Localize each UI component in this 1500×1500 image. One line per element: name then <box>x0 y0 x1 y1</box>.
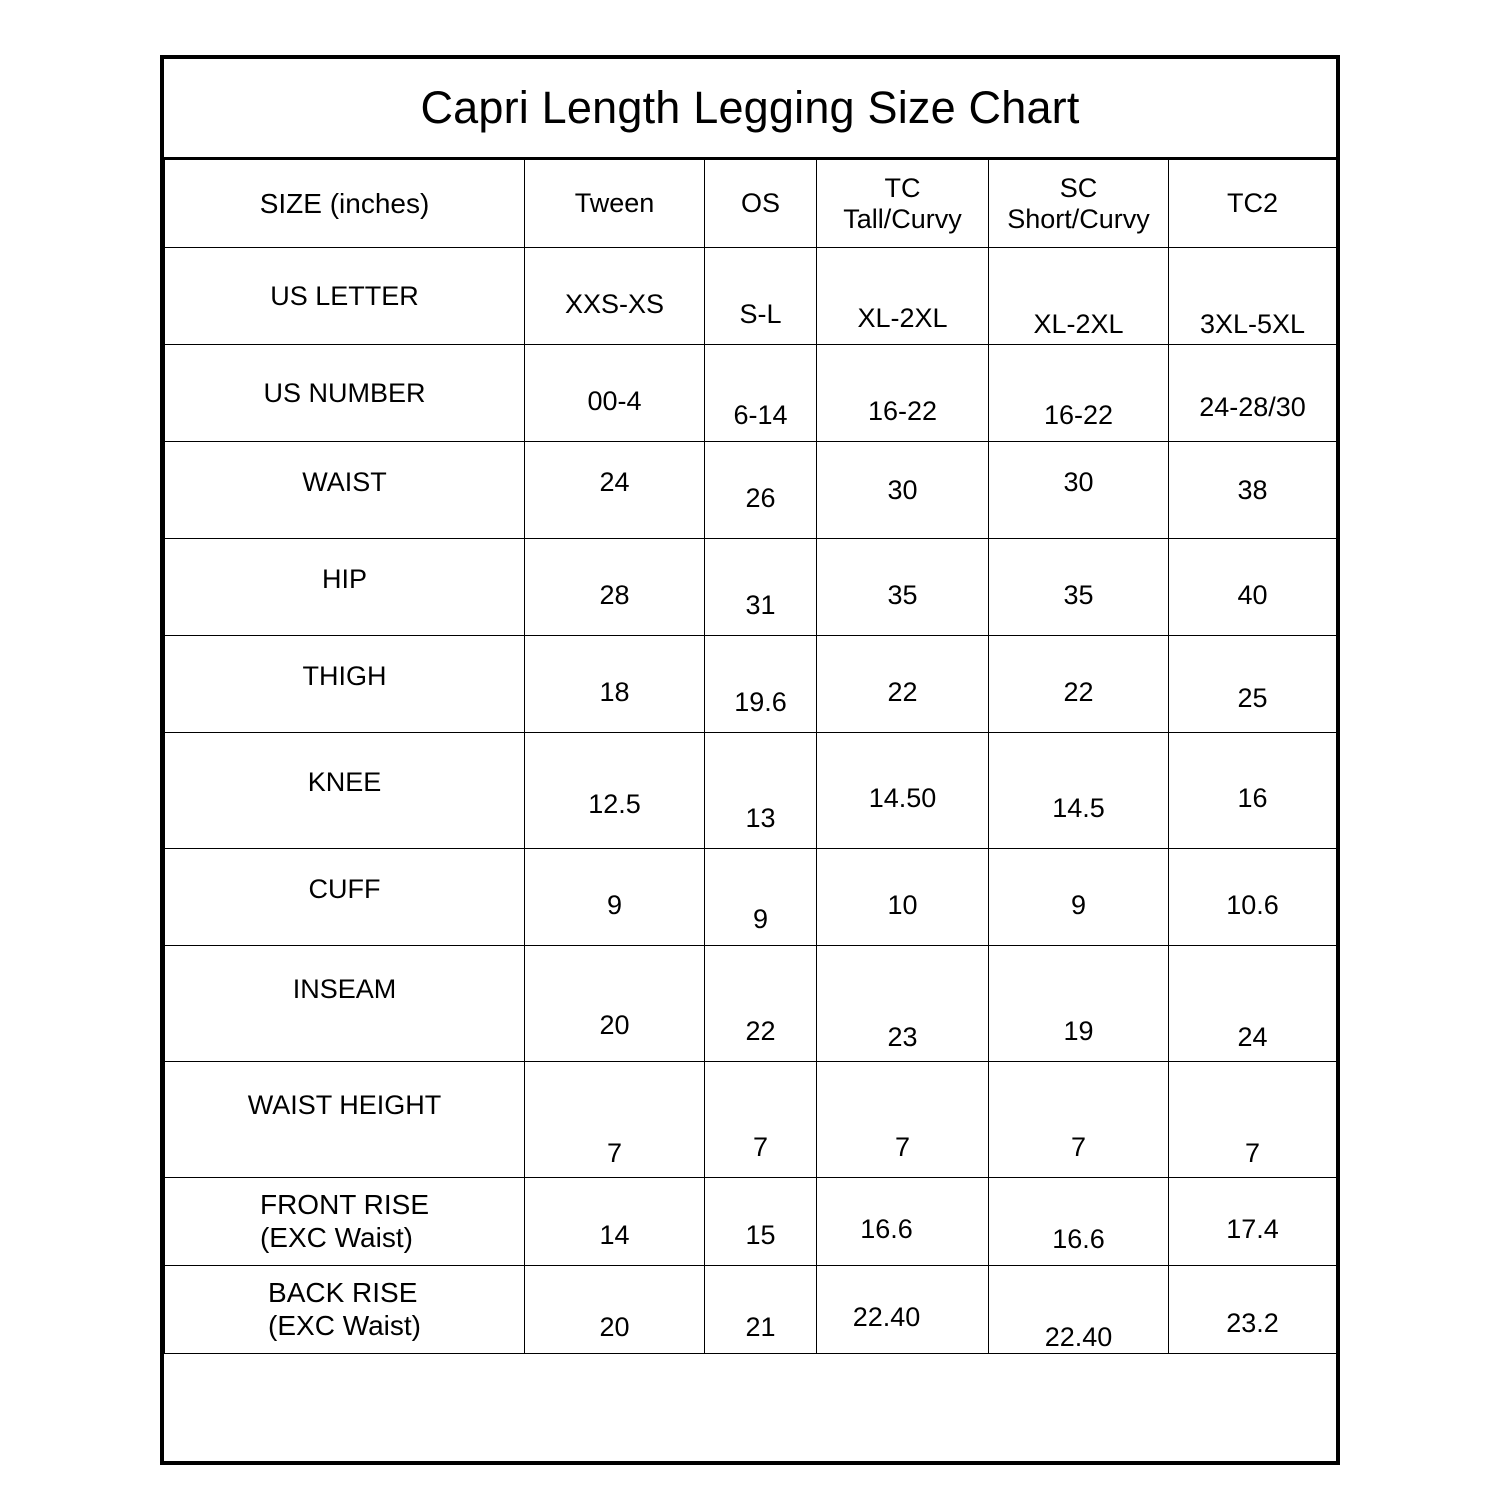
cell-back-rise-os: 21 <box>705 1266 817 1354</box>
table-row <box>165 849 1337 946</box>
column-header-tc <box>817 160 989 248</box>
cell-waist-height-tc2: 7 <box>1169 1062 1337 1178</box>
cell-hip-tween: 28 <box>525 539 705 636</box>
row-label-inseam: INSEAM <box>165 946 525 1062</box>
cell-hip-tc2: 40 <box>1169 539 1337 636</box>
row-label-front-rise-line2: (EXC Waist) <box>259 1221 413 1253</box>
cell-us-number-tween: 00-4 <box>525 345 705 442</box>
cell-waist-height-tween: 7 <box>525 1062 705 1178</box>
table-row <box>165 539 1337 636</box>
cell-hip-os: 31 <box>705 539 817 636</box>
size-chart-table <box>164 159 1337 1354</box>
cell-waist-tc2: 38 <box>1169 442 1337 539</box>
cell-thigh-tc2: 25 <box>1169 636 1337 733</box>
cell-front-rise-tween: 14 <box>525 1178 705 1266</box>
cell-knee-tc: 14.50 <box>817 733 989 849</box>
cell-inseam-tween: 20 <box>525 946 705 1062</box>
row-label-hip: HIP <box>165 539 525 636</box>
cell-back-rise-sc: 22.40 <box>989 1266 1169 1354</box>
page-title: Capri Length Legging Size Chart <box>164 59 1336 159</box>
cell-us-letter-tween: XXS-XS <box>525 248 705 345</box>
row-label-knee: KNEE <box>165 733 525 849</box>
cell-front-rise-sc: 16.6 <box>989 1178 1169 1266</box>
cell-inseam-os: 22 <box>705 946 817 1062</box>
size-chart-frame <box>160 55 1340 1465</box>
cell-us-letter-sc: XL-2XL <box>989 248 1169 345</box>
row-label-us-number: US NUMBER <box>165 345 525 442</box>
cell-front-rise-tc: 16.6 <box>817 1178 989 1266</box>
cell-waist-height-tc: 7 <box>817 1062 989 1178</box>
cell-back-rise-tc: 22.40 <box>817 1266 989 1354</box>
cell-cuff-tween: 9 <box>525 849 705 946</box>
cell-waist-tc: 30 <box>817 442 989 539</box>
column-header-tc-line2: Tall/Curvy <box>843 203 962 234</box>
table-row <box>165 248 1337 345</box>
row-label-back-rise <box>165 1266 525 1354</box>
cell-waist-sc: 30 <box>989 442 1169 539</box>
cell-hip-sc: 35 <box>989 539 1169 636</box>
cell-knee-sc: 14.5 <box>989 733 1169 849</box>
row-label-waist: WAIST <box>165 442 525 539</box>
table-row <box>165 636 1337 733</box>
column-header-sc-line2: Short/Curvy <box>1007 203 1150 234</box>
cell-us-number-tc: 16-22 <box>817 345 989 442</box>
column-header-size: SIZE (inches) <box>165 160 525 248</box>
row-label-thigh: THIGH <box>165 636 525 733</box>
cell-knee-os: 13 <box>705 733 817 849</box>
cell-us-number-sc: 16-22 <box>989 345 1169 442</box>
column-header-sc-line1: SC <box>1059 172 1098 203</box>
cell-inseam-tc: 23 <box>817 946 989 1062</box>
row-label-us-letter: US LETTER <box>165 248 525 345</box>
cell-inseam-sc: 19 <box>989 946 1169 1062</box>
cell-front-rise-tc2: 17.4 <box>1169 1178 1337 1266</box>
cell-waist-os: 26 <box>705 442 817 539</box>
cell-cuff-tc2: 10.6 <box>1169 849 1337 946</box>
cell-knee-tween: 12.5 <box>525 733 705 849</box>
cell-us-letter-os: S-L <box>705 248 817 345</box>
cell-thigh-os: 19.6 <box>705 636 817 733</box>
table-row <box>165 1178 1337 1266</box>
cell-inseam-tc2: 24 <box>1169 946 1337 1062</box>
cell-waist-height-os: 7 <box>705 1062 817 1178</box>
table-row <box>165 946 1337 1062</box>
row-label-waist-height: WAIST HEIGHT <box>165 1062 525 1178</box>
cell-us-number-tc2: 24-28/30 <box>1169 345 1337 442</box>
column-header-sc <box>989 160 1169 248</box>
cell-back-rise-tc2: 23.2 <box>1169 1266 1337 1354</box>
table-row <box>165 1062 1337 1178</box>
cell-waist-tween: 24 <box>525 442 705 539</box>
row-label-back-rise-line2: (EXC Waist) <box>268 1309 421 1341</box>
row-label-cuff: CUFF <box>165 849 525 946</box>
column-header-tween: Tween <box>525 160 705 248</box>
column-header-tc2: TC2 <box>1169 160 1337 248</box>
cell-back-rise-tween: 20 <box>525 1266 705 1354</box>
cell-us-letter-tc2: 3XL-5XL <box>1169 248 1337 345</box>
row-label-back-rise-line1: BACK RISE <box>268 1277 418 1309</box>
cell-waist-height-sc: 7 <box>989 1062 1169 1178</box>
column-header-os: OS <box>705 160 817 248</box>
cell-thigh-tc: 22 <box>817 636 989 733</box>
cell-knee-tc2: 16 <box>1169 733 1337 849</box>
cell-front-rise-os: 15 <box>705 1178 817 1266</box>
table-row <box>165 442 1337 539</box>
cell-thigh-tween: 18 <box>525 636 705 733</box>
row-label-front-rise-line1: FRONT RISE <box>259 1189 430 1221</box>
table-row <box>165 345 1337 442</box>
cell-us-letter-tc: XL-2XL <box>817 248 989 345</box>
table-header-row <box>165 160 1337 248</box>
table-row <box>165 733 1337 849</box>
cell-cuff-os: 9 <box>705 849 817 946</box>
cell-cuff-tc: 10 <box>817 849 989 946</box>
cell-hip-tc: 35 <box>817 539 989 636</box>
column-header-tc-line1: TC <box>884 172 921 203</box>
cell-us-number-os: 6-14 <box>705 345 817 442</box>
row-label-front-rise <box>165 1178 525 1266</box>
table-row <box>165 1266 1337 1354</box>
cell-thigh-sc: 22 <box>989 636 1169 733</box>
cell-cuff-sc: 9 <box>989 849 1169 946</box>
